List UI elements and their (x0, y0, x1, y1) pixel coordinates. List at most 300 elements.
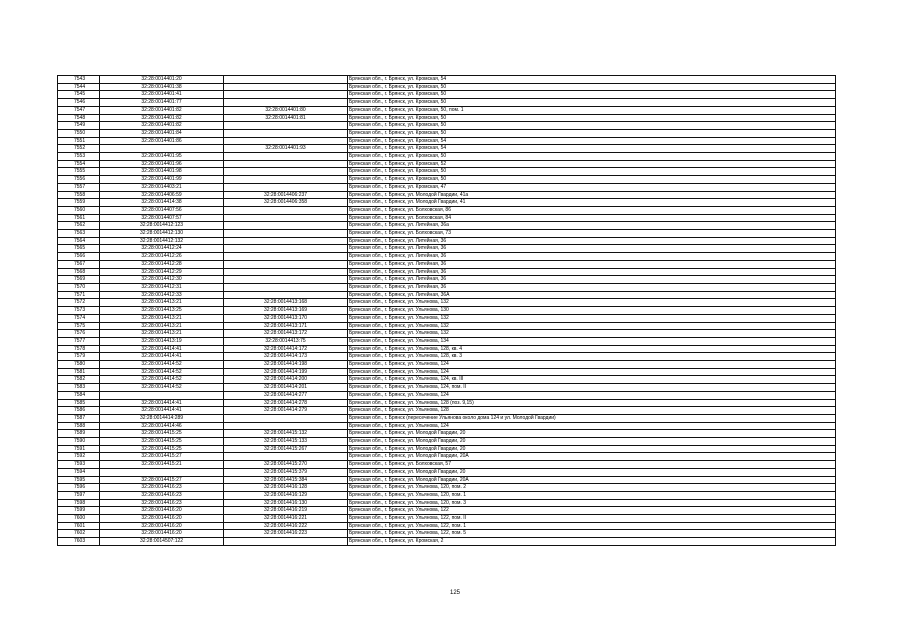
table-row (58, 322, 836, 330)
cadastral-number-cell: 32:28:0014413:19 (100, 337, 224, 345)
row-number-cell: 7603 (58, 538, 100, 546)
related-number-cell (224, 206, 348, 214)
address-cell: Брянская обл., г. Брянск, ул. Ульянова, 122, пом. 5 (348, 530, 836, 538)
row-number-cell: 7550 (58, 129, 100, 137)
cadastral-number-cell: 32:28:0014412:26 (100, 253, 224, 261)
row-number-cell: 7602 (58, 530, 100, 538)
cadastral-number-cell: 32:28:0014401:41 (100, 91, 224, 99)
related-number-cell: 32:28:0014416:221 (224, 515, 348, 523)
related-number-cell: 32:28:0014413:171 (224, 322, 348, 330)
address-cell: Брянская обл., г. Брянск, ул. Молодой Гвардии, 20 (348, 468, 836, 476)
related-number-cell (224, 291, 348, 299)
related-number-cell: 32:28:0014414:277 (224, 391, 348, 399)
cadastral-number-cell: 32:28:0014415:21 (100, 461, 224, 469)
cadastral-number-cell: 32:28:0014415:25 (100, 445, 224, 453)
row-number-cell: 7571 (58, 291, 100, 299)
address-cell: Брянская обл., г. Брянск, ул. Ульянова, 124, пом. II (348, 384, 836, 392)
table-row (58, 476, 836, 484)
table-row (58, 129, 836, 137)
address-cell: Брянская обл., г. Брянск, ул. Литейная, 36 (348, 260, 836, 268)
address-cell: Брянская обл., г. Брянск, ул. Ульянова, 128, кв. 4 (348, 345, 836, 353)
table-row (58, 515, 836, 523)
cadastral-number-cell: 32:28:0014401:38 (100, 83, 224, 91)
related-number-cell (224, 168, 348, 176)
related-number-cell (224, 453, 348, 461)
address-cell: Брянская обл., г. Брянск, ул. Ульянова, 122, пом. 1 (348, 522, 836, 530)
cadastral-number-cell: 32:28:0014407:57 (100, 214, 224, 222)
cadastral-number-cell: 32:28:0014414:52 (100, 368, 224, 376)
table-row (58, 91, 836, 99)
row-number-cell: 7551 (58, 137, 100, 145)
address-cell: Брянская обл., г. Брянск, ул. Ульянова, 120, пом. 2 (348, 484, 836, 492)
related-number-cell: 32:28:0014413:75 (224, 337, 348, 345)
address-cell: Брянская обл., г. Брянск, ул. Ульянова, 128 (поз. 9,15) (348, 399, 836, 407)
row-number-cell: 7569 (58, 276, 100, 284)
row-number-cell: 7559 (58, 199, 100, 207)
cadastral-number-cell: 32:28:0014414:289 (100, 414, 224, 422)
address-cell: Брянская обл., г. Брянск, ул. Ульянова, 128 (348, 407, 836, 415)
row-number-cell: 7564 (58, 237, 100, 245)
related-number-cell: 32:28:0014415:384 (224, 476, 348, 484)
cadastral-number-cell: 32:28:0014413:21 (100, 330, 224, 338)
related-number-cell: 32:28:0014415:379 (224, 468, 348, 476)
cadastral-number-cell: 32:28:0014403:21 (100, 183, 224, 191)
related-number-cell: 32:28:0014416:219 (224, 507, 348, 515)
row-number-cell: 7591 (58, 445, 100, 453)
address-cell: Брянская обл., г. Брянск, ул. Кромская, 50, пом. 1 (348, 106, 836, 114)
cadastral-number-cell: 32:28:0014414:41 (100, 407, 224, 415)
table-row (58, 414, 836, 422)
address-cell: Брянская обл., г. Брянск, ул. Кромская, 50 (348, 122, 836, 130)
address-cell: Брянская обл., г. Брянск, ул. Кромская, 54 (348, 145, 836, 153)
related-number-cell: 32:28:0014401:80 (224, 106, 348, 114)
cadastral-number-cell: 32:28:0014416:23 (100, 484, 224, 492)
row-number-cell: 7558 (58, 191, 100, 199)
table-row (58, 268, 836, 276)
table-row (58, 199, 836, 207)
cadastral-number-cell (100, 145, 224, 153)
table-row (58, 230, 836, 238)
cadastral-number-cell: 32:28:0014412:132 (100, 237, 224, 245)
address-cell: Брянская обл., г. Брянск, ул. Литейная, 36 (348, 245, 836, 253)
related-number-cell: 32:28:0014413:168 (224, 299, 348, 307)
address-cell: Брянская обл., г. Брянск, ул. Кромская, 47 (348, 183, 836, 191)
table-row (58, 453, 836, 461)
table-row (58, 399, 836, 407)
cadastral-number-cell: 32:28:0014414:41 (100, 345, 224, 353)
address-cell: Брянская обл., г. Брянск, ул. Болховская, 84 (348, 214, 836, 222)
table-row (58, 145, 836, 153)
related-number-cell (224, 183, 348, 191)
cadastral-number-cell: 32:28:0014413:21 (100, 299, 224, 307)
related-number-cell (224, 283, 348, 291)
table-row (58, 376, 836, 384)
cadastral-number-cell: 32:28:0014412:24 (100, 245, 224, 253)
table-row (58, 160, 836, 168)
cadastral-number-cell: 32:28:0014401:98 (100, 168, 224, 176)
related-number-cell: 32:28:0014406:237 (224, 191, 348, 199)
table-row (58, 168, 836, 176)
cadastral-number-cell: 32:28:0014416:23 (100, 491, 224, 499)
related-number-cell (224, 268, 348, 276)
address-cell: Брянская обл., г. Брянск, ул. Ульянова, 130 (348, 307, 836, 315)
row-number-cell: 7575 (58, 322, 100, 330)
related-number-cell: 32:28:0014415:132 (224, 430, 348, 438)
cadastral-number-cell: 32:28:0014414:46 (100, 422, 224, 430)
address-cell: Брянская обл., г. Брянск, ул. Кромская, 50 (348, 91, 836, 99)
cadastral-number-cell: 32:28:0014401:84 (100, 129, 224, 137)
address-cell: Брянская обл., г. Брянск, ул. Кромская, 2 (348, 538, 836, 546)
row-number-cell: 7556 (58, 176, 100, 184)
address-cell: Брянская обл., г. Брянск, ул. Болховская, 73 (348, 230, 836, 238)
address-cell: Брянская обл., г. Брянск, ул. Кромская, 50 (348, 99, 836, 107)
row-number-cell: 7553 (58, 153, 100, 161)
address-cell: Брянская обл., г. Брянск, ул. Ульянова, 120, пом. 3 (348, 499, 836, 507)
cadastral-number-cell: 32:28:0014414:41 (100, 399, 224, 407)
row-number-cell: 7549 (58, 122, 100, 130)
row-number-cell: 7543 (58, 76, 100, 84)
row-number-cell: 7574 (58, 314, 100, 322)
related-number-cell (224, 129, 348, 137)
table-body (58, 76, 836, 546)
table-row (58, 222, 836, 230)
related-number-cell: 32:28:0014415:133 (224, 438, 348, 446)
address-cell: Брянская обл., г. Брянск, ул. Литейная, 36а (348, 222, 836, 230)
address-cell: Брянская обл., г. Брянск, ул. Ульянова, 124 (348, 422, 836, 430)
table-row (58, 76, 836, 84)
table-row (58, 214, 836, 222)
row-number-cell: 7563 (58, 230, 100, 238)
address-cell: Брянская обл., г. Брянск, ул. Ульянова, 124 (348, 391, 836, 399)
address-cell: Брянская обл., г. Брянск, ул. Ульянова, 128, кв. 3 (348, 353, 836, 361)
row-number-cell: 7557 (58, 183, 100, 191)
table-row (58, 345, 836, 353)
table-row (58, 253, 836, 261)
address-cell: Брянская обл., г. Брянск, ул. Молодой Гвардии, 20 (348, 430, 836, 438)
row-number-cell: 7584 (58, 391, 100, 399)
related-number-cell: 32:28:0014416:130 (224, 499, 348, 507)
row-number-cell: 7587 (58, 414, 100, 422)
row-number-cell: 7577 (58, 337, 100, 345)
address-cell: Брянская обл., г. Брянск, ул. Молодой Гвардии, 20 (348, 438, 836, 446)
cadastral-number-cell: 32:28:0014412:31 (100, 283, 224, 291)
cadastral-number-cell (100, 391, 224, 399)
row-number-cell: 7588 (58, 422, 100, 430)
cadastral-number-cell: 32:28:0014416:20 (100, 515, 224, 523)
related-number-cell: 32:28:0014414:200 (224, 376, 348, 384)
address-cell: Брянская обл., г. Брянск, ул. Молодой Гвардии, 41а (348, 191, 836, 199)
table-row (58, 407, 836, 415)
table-row (58, 191, 836, 199)
table-row (58, 176, 836, 184)
related-number-cell (224, 538, 348, 546)
related-number-cell (224, 237, 348, 245)
row-number-cell: 7595 (58, 476, 100, 484)
table-row (58, 461, 836, 469)
cadastral-number-cell: 32:28:0014401:99 (100, 176, 224, 184)
address-cell: Брянская обл., г. Брянск, ул. Литейная, 36 (348, 276, 836, 284)
row-number-cell: 7579 (58, 353, 100, 361)
table-row (58, 307, 836, 315)
related-number-cell (224, 122, 348, 130)
row-number-cell: 7592 (58, 453, 100, 461)
related-number-cell (224, 214, 348, 222)
related-number-cell: 32:28:0014401:93 (224, 145, 348, 153)
table-row (58, 368, 836, 376)
cadastral-number-cell: 32:28:0014412:130 (100, 230, 224, 238)
address-cell: Брянская обл., г. Брянск, ул. Кромская, 54 (348, 137, 836, 145)
cadastral-number-cell: 32:28:0014401:82 (100, 106, 224, 114)
cadastral-number-cell: 32:28:0014415:25 (100, 430, 224, 438)
table-row (58, 361, 836, 369)
related-number-cell (224, 414, 348, 422)
row-number-cell: 7594 (58, 468, 100, 476)
table-row (58, 314, 836, 322)
cadastral-number-cell: 32:28:0014414:52 (100, 384, 224, 392)
cadastral-number-cell: 32:28:0014412:123 (100, 222, 224, 230)
table-row (58, 137, 836, 145)
table-row (58, 530, 836, 538)
row-number-cell: 7570 (58, 283, 100, 291)
related-number-cell: 32:28:0014414:279 (224, 407, 348, 415)
table-row (58, 468, 836, 476)
table-row (58, 445, 836, 453)
related-number-cell (224, 245, 348, 253)
address-cell: Брянская обл., г. Брянск, ул. Литейная, 36 (348, 268, 836, 276)
address-cell: Брянская обл., г. Брянск, ул. Ульянова, 122, пом. II (348, 515, 836, 523)
table-row (58, 291, 836, 299)
address-cell: Брянская обл., г. Брянск, ул. Ульянова, 132 (348, 314, 836, 322)
cadastral-number-cell: 32:28:0014401:96 (100, 160, 224, 168)
cadastral-number-cell: 32:28:0014416:23 (100, 499, 224, 507)
address-cell: Брянская обл., г. Брянск, ул. Литейная, 36А (348, 291, 836, 299)
cadastral-number-cell: 32:28:0014414:41 (100, 353, 224, 361)
related-number-cell: 32:28:0014414:201 (224, 384, 348, 392)
related-number-cell: 32:28:0014416:129 (224, 491, 348, 499)
table-row (58, 183, 836, 191)
row-number-cell: 7561 (58, 214, 100, 222)
table-row (58, 330, 836, 338)
address-cell: Брянская обл., г. Брянск, ул. Молодой Гвардии, 20 (348, 445, 836, 453)
table-row (58, 245, 836, 253)
table-row (58, 153, 836, 161)
row-number-cell: 7581 (58, 368, 100, 376)
row-number-cell: 7593 (58, 461, 100, 469)
related-number-cell (224, 260, 348, 268)
address-cell: Брянская обл., г. Брянск, ул. Кромская, 50 (348, 114, 836, 122)
row-number-cell: 7582 (58, 376, 100, 384)
cadastral-number-cell: 32:28:0014401:95 (100, 153, 224, 161)
row-number-cell: 7566 (58, 253, 100, 261)
cadastral-number-cell: 32:28:0014413:21 (100, 314, 224, 322)
table-row (58, 83, 836, 91)
cadastral-number-cell: 32:28:0014401:20 (100, 76, 224, 84)
cadastral-number-cell: 32:28:0014413:21 (100, 322, 224, 330)
address-cell: Брянская обл., г. Брянск, ул. Болховская, 86 (348, 206, 836, 214)
related-number-cell (224, 91, 348, 99)
table-row (58, 337, 836, 345)
address-cell: Брянская обл., г. Брянск, ул. Молодой Гвардии, 20А (348, 476, 836, 484)
row-number-cell: 7601 (58, 522, 100, 530)
address-cell: Брянская обл., г. Брянск, ул. Кромская, 50 (348, 168, 836, 176)
address-cell: Брянская обл., г. Брянск, ул. Молодой Гвардии, 20А (348, 453, 836, 461)
cadastral-number-cell: 32:28:0014401:82 (100, 122, 224, 130)
table-row (58, 491, 836, 499)
related-number-cell: 32:28:0014413:172 (224, 330, 348, 338)
address-cell: Брянская обл., г. Брянск, ул. Ульянова, 132 (348, 299, 836, 307)
related-number-cell: 32:28:0014415:267 (224, 445, 348, 453)
related-number-cell (224, 153, 348, 161)
cadastral-number-cell: 32:28:0014401:86 (100, 137, 224, 145)
related-number-cell (224, 276, 348, 284)
table-row (58, 484, 836, 492)
address-cell: Брянская обл., г. Брянск, ул. Ульянова, 124, кв. III (348, 376, 836, 384)
row-number-cell: 7546 (58, 99, 100, 107)
cadastral-number-cell: 32:28:0014413:25 (100, 307, 224, 315)
row-number-cell: 7576 (58, 330, 100, 338)
row-number-cell: 7597 (58, 491, 100, 499)
row-number-cell: 7562 (58, 222, 100, 230)
cadastral-number-cell: 32:28:0014412:29 (100, 268, 224, 276)
related-number-cell: 32:28:0014414:172 (224, 345, 348, 353)
address-cell: Брянская обл., г. Брянск, ул. Кромская, 52 (348, 160, 836, 168)
row-number-cell: 7568 (58, 268, 100, 276)
table-row (58, 507, 836, 515)
address-cell: Брянская обл., г. Брянск, ул. Ульянова, 132 (348, 330, 836, 338)
table-row (58, 499, 836, 507)
cadastral-number-cell: 32:28:0014401:82 (100, 114, 224, 122)
row-number-cell: 7590 (58, 438, 100, 446)
address-cell: Брянская обл., г. Брянск, ул. Литейная, 36 (348, 237, 836, 245)
row-number-cell: 7598 (58, 499, 100, 507)
address-cell: Брянская обл., г. Брянск, ул. Кромская, 54 (348, 76, 836, 84)
related-number-cell: 32:28:0014414:198 (224, 361, 348, 369)
row-number-cell: 7573 (58, 307, 100, 315)
related-number-cell: 32:28:0014414:199 (224, 368, 348, 376)
related-number-cell: 32:28:0014413:169 (224, 307, 348, 315)
row-number-cell: 7583 (58, 384, 100, 392)
cadastral-number-cell: 32:28:0014416:20 (100, 530, 224, 538)
cadastral-number-cell: 32:28:0014414:52 (100, 361, 224, 369)
address-cell: Брянская обл., г. Брянск, ул. Ульянова, 124 (348, 368, 836, 376)
table-row (58, 430, 836, 438)
table-row (58, 353, 836, 361)
row-number-cell: 7560 (58, 206, 100, 214)
related-number-cell: 32:28:0014413:170 (224, 314, 348, 322)
cadastral-number-cell: 32:28:0014416:20 (100, 507, 224, 515)
row-number-cell: 7600 (58, 515, 100, 523)
related-number-cell: 32:28:0014406:358 (224, 199, 348, 207)
address-cell: Брянская обл., г. Брянск, ул. Кромская, 50 (348, 129, 836, 137)
table-row (58, 276, 836, 284)
related-number-cell: 32:28:0014414:278 (224, 399, 348, 407)
row-number-cell: 7545 (58, 91, 100, 99)
related-number-cell: 32:28:0014416:223 (224, 530, 348, 538)
cadastral-number-cell: 32:28:0014412:28 (100, 260, 224, 268)
address-cell: Брянская обл., г. Брянск, ул. Ульянова, 124 (348, 361, 836, 369)
table-row (58, 99, 836, 107)
table-row (58, 237, 836, 245)
cadastral-number-cell: 32:28:0014415:27 (100, 453, 224, 461)
related-number-cell: 32:28:0014415:270 (224, 461, 348, 469)
related-number-cell (224, 76, 348, 84)
table-row (58, 384, 836, 392)
related-number-cell (224, 137, 348, 145)
table-row (58, 260, 836, 268)
row-number-cell: 7572 (58, 299, 100, 307)
row-number-cell: 7567 (58, 260, 100, 268)
cadastral-number-cell: 32:28:0014407:56 (100, 206, 224, 214)
address-cell: Брянская обл., г. Брянск, ул. Болховская, 57 (348, 461, 836, 469)
row-number-cell: 7565 (58, 245, 100, 253)
address-cell: Брянская обл., г. Брянск, ул. Молодой Гвардии, 41 (348, 199, 836, 207)
cadastral-number-cell: 32:28:0014507:122 (100, 538, 224, 546)
table-row (58, 438, 836, 446)
address-cell: Брянская обл., г. Брянск, ул. Литейная, 36 (348, 283, 836, 291)
cadastral-number-cell: 32:28:0014415:25 (100, 438, 224, 446)
related-number-cell (224, 176, 348, 184)
row-number-cell: 7599 (58, 507, 100, 515)
row-number-cell: 7589 (58, 430, 100, 438)
table-row (58, 522, 836, 530)
row-number-cell: 7552 (58, 145, 100, 153)
row-number-cell: 7596 (58, 484, 100, 492)
table-row (58, 299, 836, 307)
address-cell: Брянская обл., г. Брянск, ул. Кромская, 50 (348, 153, 836, 161)
row-number-cell: 7548 (58, 114, 100, 122)
table-row (58, 122, 836, 130)
related-number-cell (224, 422, 348, 430)
document-table (57, 75, 836, 546)
address-cell: Брянская обл., г. Брянск, ул. Ульянова, 122 (348, 507, 836, 515)
related-number-cell: 32:28:0014416:128 (224, 484, 348, 492)
cadastral-number-cell (100, 468, 224, 476)
cadastral-number-cell: 32:28:0014415:27 (100, 476, 224, 484)
row-number-cell: 7547 (58, 106, 100, 114)
address-cell: Брянская обл., г. Брянск (пересечение Ульянова около дома 124 и ул. Молодой Гвардии) (348, 414, 836, 422)
row-number-cell: 7585 (58, 399, 100, 407)
address-cell: Брянская обл., г. Брянск, ул. Ульянова, 120, пом. 1 (348, 491, 836, 499)
related-number-cell: 32:28:0014401:81 (224, 114, 348, 122)
table-row (58, 283, 836, 291)
cadastral-number-cell: 32:28:0014401:77 (100, 99, 224, 107)
address-cell: Брянская обл., г. Брянск, ул. Литейная, 36 (348, 253, 836, 261)
cadastral-number-cell: 32:28:0014412:30 (100, 276, 224, 284)
table-row (58, 106, 836, 114)
cadastral-number-cell: 32:28:0014414:38 (100, 199, 224, 207)
related-number-cell (224, 253, 348, 261)
related-number-cell: 32:28:0014414:173 (224, 353, 348, 361)
address-cell: Брянская обл., г. Брянск, ул. Кромская, 50 (348, 83, 836, 91)
related-number-cell (224, 222, 348, 230)
cadastral-number-cell: 32:28:0014412:33 (100, 291, 224, 299)
address-cell: Брянская обл., г. Брянск, ул. Кромская, 50 (348, 176, 836, 184)
table-row (58, 114, 836, 122)
row-number-cell: 7578 (58, 345, 100, 353)
row-number-cell: 7586 (58, 407, 100, 415)
table-row (58, 391, 836, 399)
cadastral-number-cell: 32:28:0014406:59 (100, 191, 224, 199)
table-row (58, 538, 836, 546)
related-number-cell (224, 83, 348, 91)
row-number-cell: 7544 (58, 83, 100, 91)
related-number-cell: 32:28:0014416:222 (224, 522, 348, 530)
page-number: 125 (449, 590, 460, 596)
related-number-cell (224, 99, 348, 107)
row-number-cell: 7555 (58, 168, 100, 176)
row-number-cell: 7580 (58, 361, 100, 369)
row-number-cell: 7554 (58, 160, 100, 168)
